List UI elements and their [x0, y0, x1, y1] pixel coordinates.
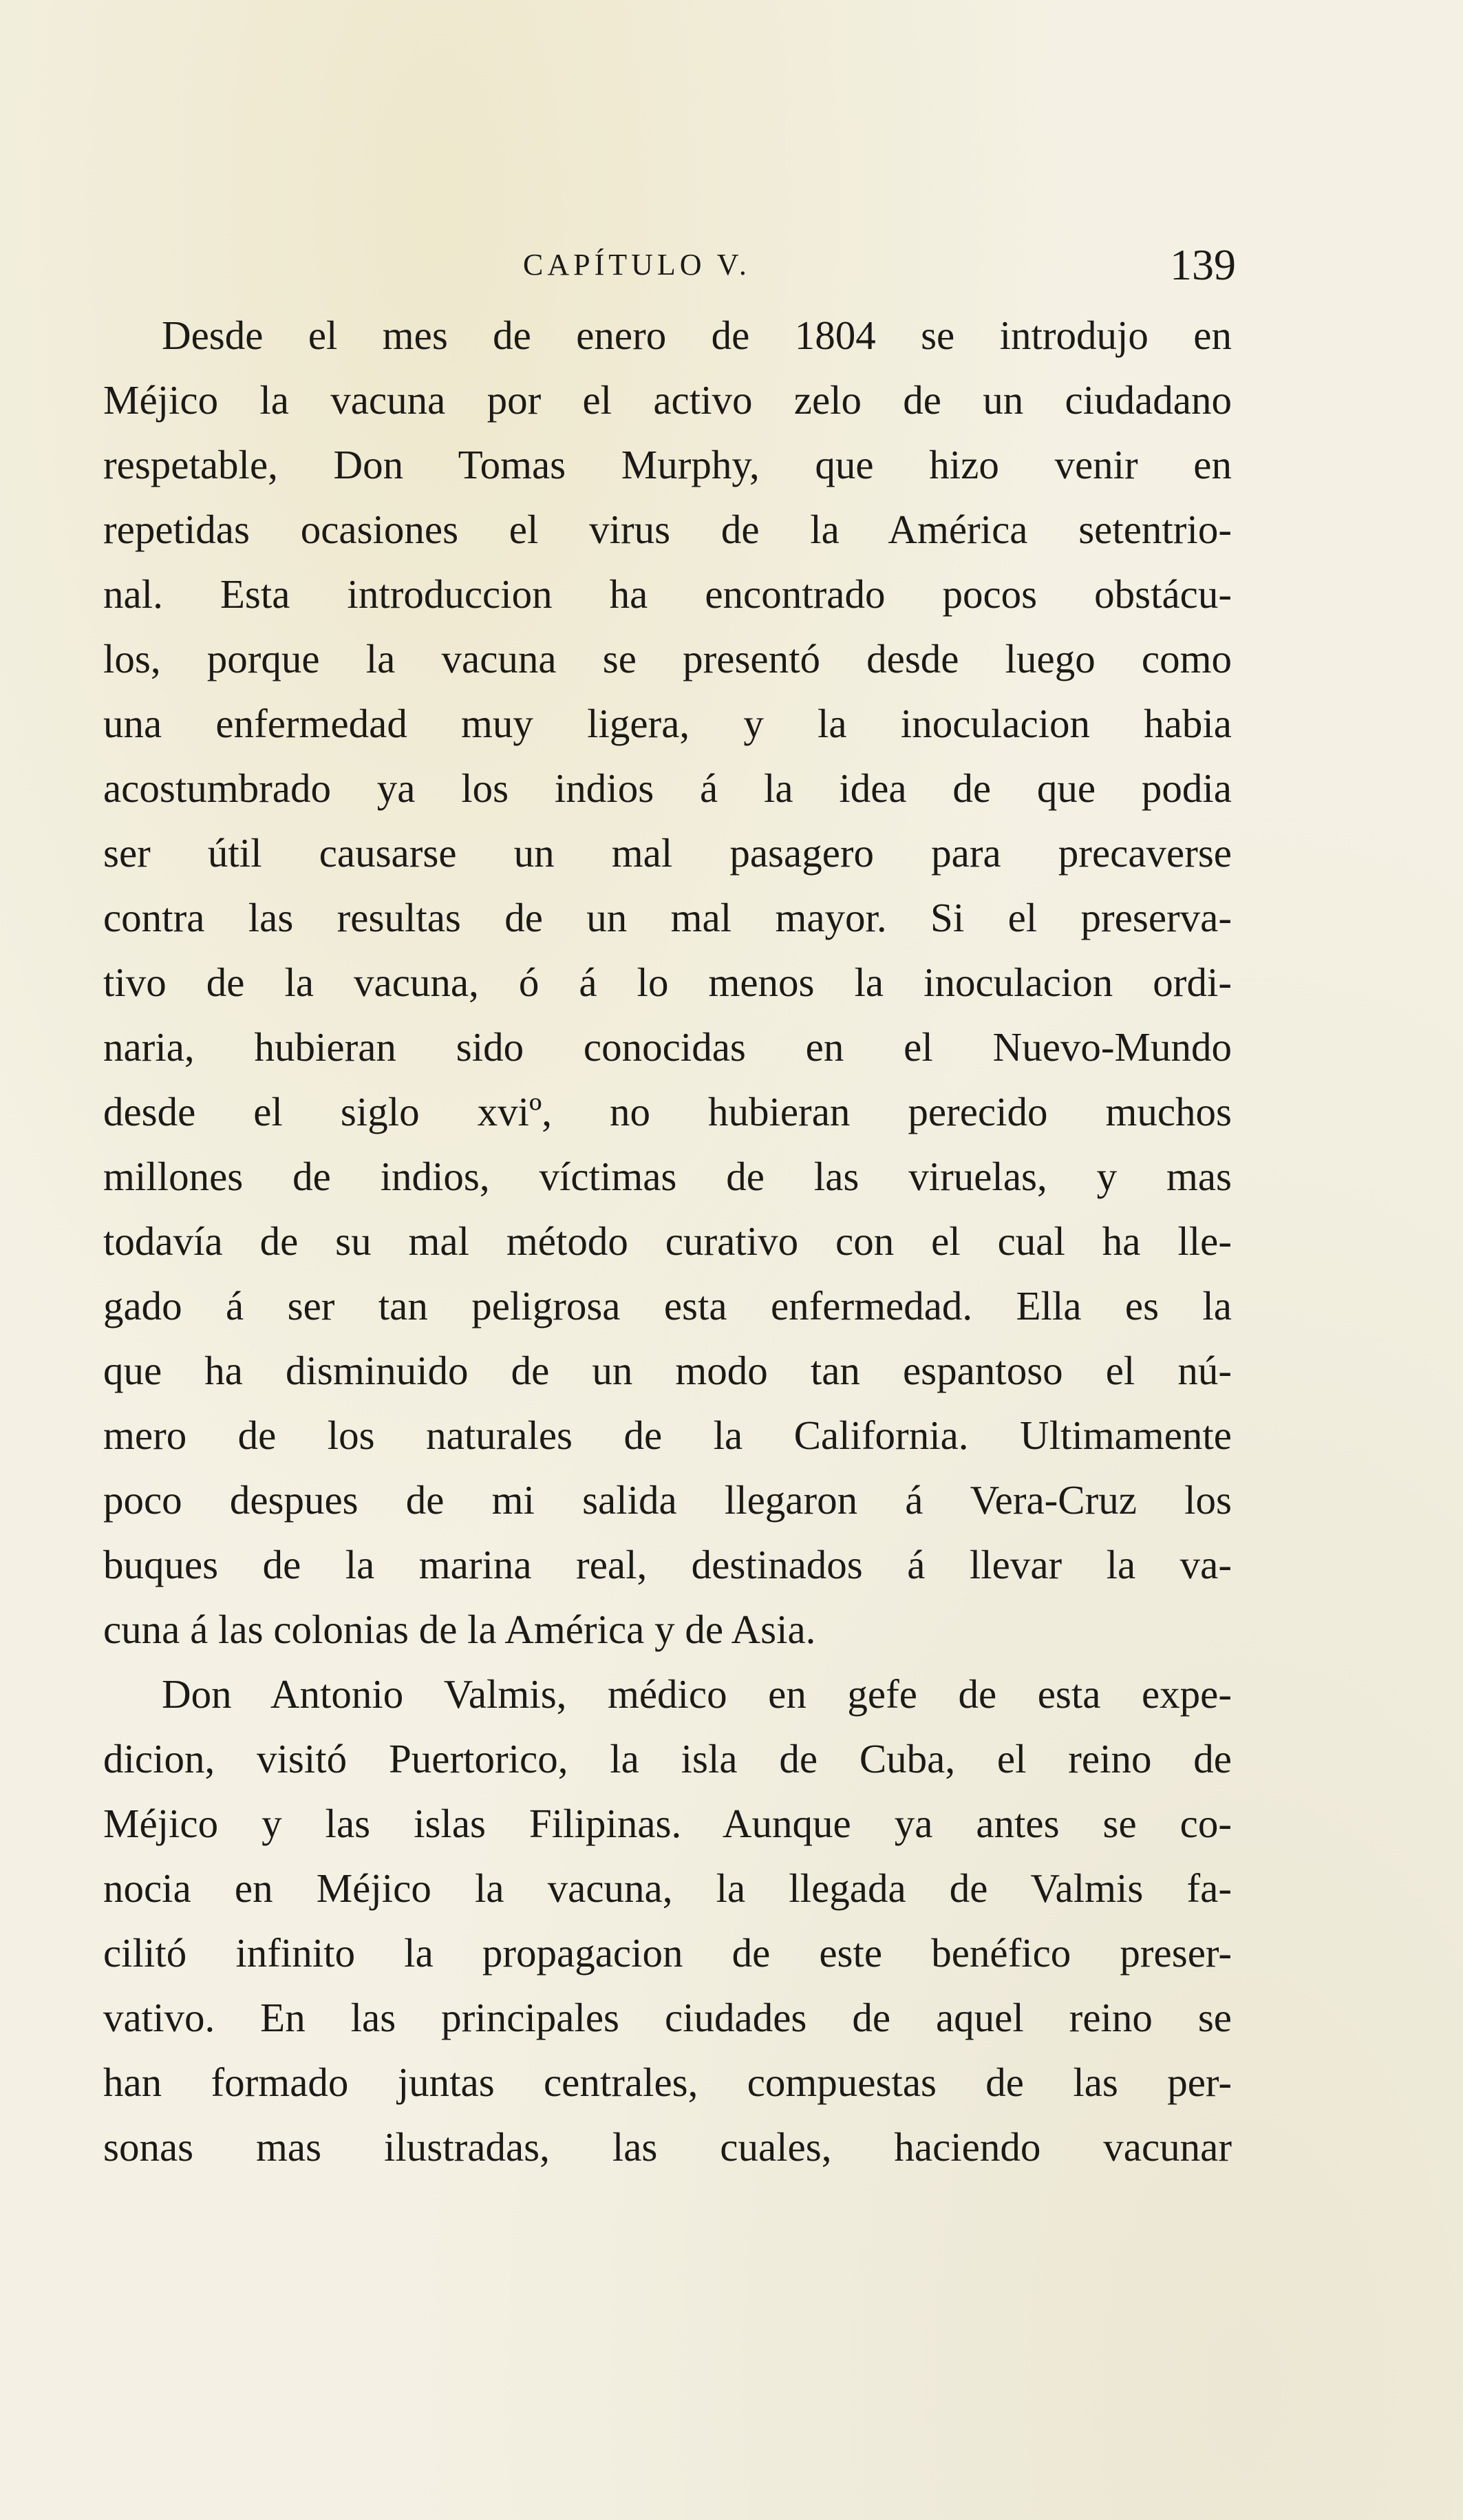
text-line: dicion, visitó Puertorico, la isla de Cuba, el reino de [103, 1736, 1232, 1781]
text-line: Don Antonio Valmis, médico en gefe de esta expe- [162, 1671, 1232, 1717]
text-line: nocia en Méjico la vacuna, la llegada de Valmis fa- [103, 1865, 1232, 1911]
text-line: Méjico y las islas Filipinas. Aunque ya antes se co- [103, 1801, 1232, 1846]
text-line: tivo de la vacuna, ó á lo menos la inoculacion ordi- [103, 960, 1232, 1005]
text-line: han formado juntas centrales, compuestas de las per- [103, 2060, 1232, 2105]
text-line: respetable, Don Tomas Murphy, que hizo venir en [103, 442, 1232, 487]
text-line: Méjico la vacuna por el activo zelo de un ciudadano [103, 377, 1232, 423]
running-header [103, 234, 1236, 296]
text-line: los, porque la vacuna se presentó desde luego como [103, 636, 1232, 681]
text-line: Desde el mes de enero de 1804 se introdujo en [162, 313, 1232, 358]
text-line: buques de la marina real, destinados á llevar la va- [103, 1542, 1232, 1587]
text-line: nal. Esta introduccion ha encontrado pocos obstácu- [103, 571, 1232, 617]
text-line: ser útil causarse un mal pasagero para precaverse [103, 830, 1232, 876]
text-line: todavía de su mal método curativo con el cual ha lle- [103, 1218, 1232, 1264]
paragraph [103, 1662, 1232, 2179]
text-line: vativo. En las principales ciudades de aquel reino se [103, 1995, 1232, 2040]
text-line: acostumbrado ya los indios á la idea de que podia [103, 765, 1232, 811]
text-line: contra las resultas de un mal mayor. Si el preserva- [103, 895, 1232, 940]
text-line: sonas mas ilustradas, las cuales, haciendo vacunar [103, 2124, 1232, 2170]
text-line: una enfermedad muy ligera, y la inoculacion habia [103, 701, 1232, 746]
text-line: cilitó infinito la propagacion de este benéfico preser- [103, 1930, 1232, 1976]
text-line: gado á ser tan peligrosa esta enfermedad. Ella es la [103, 1283, 1232, 1328]
text-line: mero de los naturales de la California. Ultimamente [103, 1412, 1232, 1458]
text-line: cuna á las colonias de la América y de Asia. [103, 1607, 816, 1652]
text-line: millones de indios, víctimas de las viruelas, y mas [103, 1154, 1232, 1199]
text-line: poco despues de mi salida llegaron á Vera-Cruz los [103, 1477, 1232, 1523]
text-line: desde el siglo xviº, no hubieran perecido muchos [103, 1089, 1232, 1134]
paragraph [103, 303, 1232, 1662]
text-line: que ha disminuido de un modo tan espantoso el nú- [103, 1348, 1232, 1393]
page-number: 139 [1170, 240, 1236, 289]
body-text [103, 303, 1232, 2179]
text-line: naria, hubieran sido conocidas en el Nuevo-Mundo [103, 1024, 1232, 1070]
chapter-heading: CAPÍTULO V. [523, 248, 751, 282]
text-line: repetidas ocasiones el virus de la América setentrio- [103, 507, 1232, 552]
